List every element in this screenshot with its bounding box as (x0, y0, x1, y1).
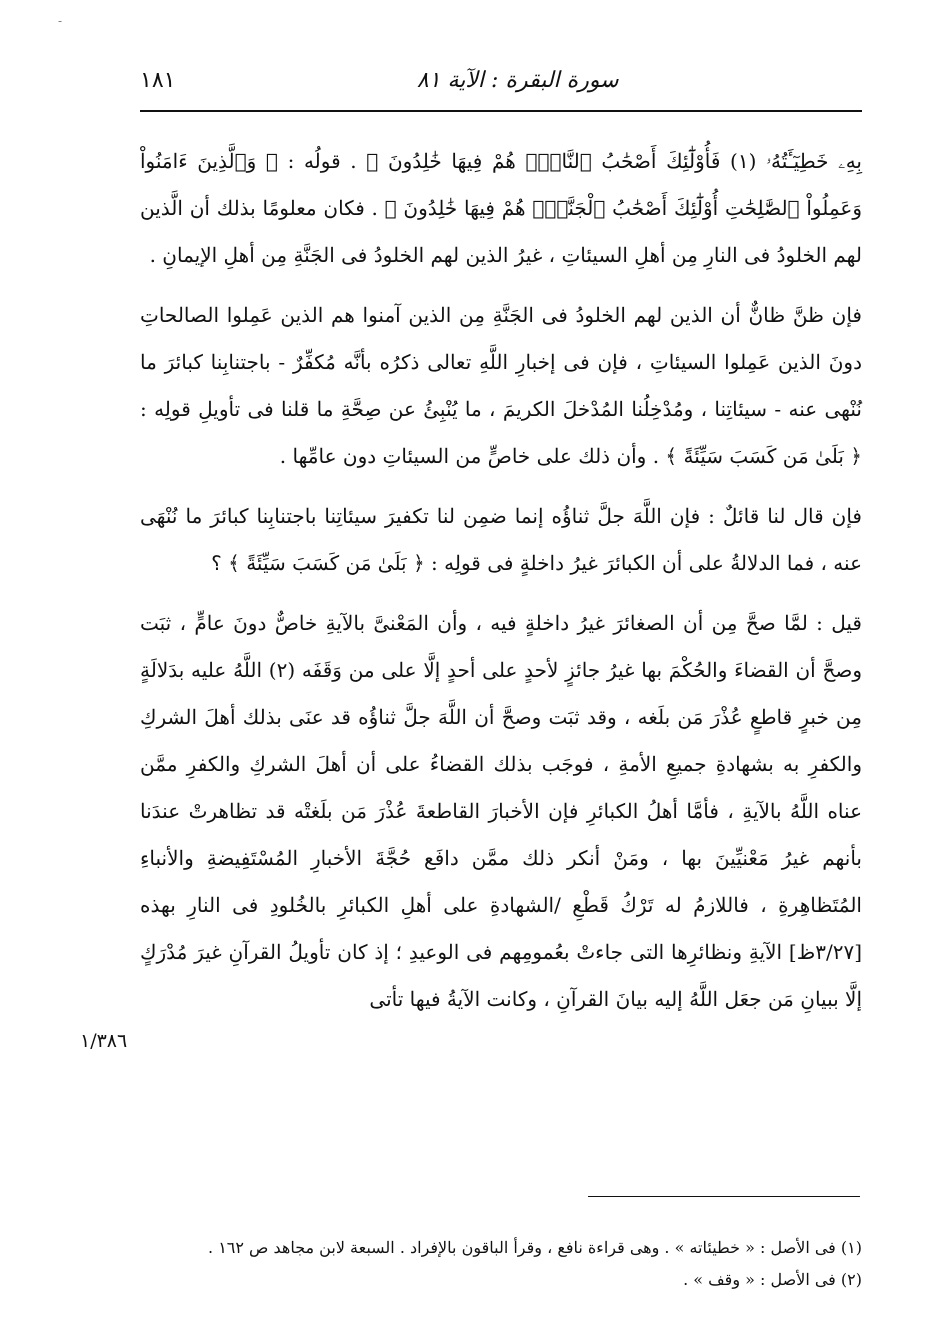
paragraph-4: قيل : لمَّا صحَّ مِن أن الصغائرَ غيرُ داخلةٍ فيه ، وأن المَعْنىَّ بالآيةِ خاصٌّ دونَ عامٍّ ، ثبَت وصحَّ أن القضاءَ والحُكْمَ بها غيرُ جائزٍ لأحدٍ على أحدٍ إلَّا على من وَقَفَه (٢) اللَّهُ عليه بدَلالَةٍ مِن خبرٍ قاطعٍ عُذْرَ مَن بلَغه ، وقد ثبَت وصحَّ أن اللَّهَ جلَّ ثناؤُه قد عنَى بذلك أهلَ الشركِ والكفرِ به بشهادةِ جميعِ الأمةِ ، فوجَب بذلك القضاءُ على أن أهلَ الشركِ والكفرِ ممَّن عناه اللَّهُ بالآيةِ ، فأمَّا أهلُ الكبائرِ فإن الأخبارَ القاطعةَ عُذْرَ مَن بلَغتْه قد تظاهرتْ عندَنا بأنهم غيرُ مَعْنيِّينَ بها ، ومَنْ أنكر ذلك ممَّن دافَع حُجَّةَ الأخبارِ المُسْتَفِيضةِ والأنباءِ المُتَظاهِرةِ ، فاللازمُ له تَرْكُ قَطْعِ /الشهادةِ على أهلِ الكبائرِ بالخُلودِ فى النارِ بهذه [٣/٢٧ظ] الآيةِ ونظائرِها التى جاءتْ بعُمومِهم فى الوعيدِ ؛ إذ كان تأويلُ القرآنِ غيرَ مُدْرَكٍ إلَّا ببيانِ مَن جعَل اللَّهُ إليه بيانَ القرآنِ ، وكانت الآيةُ فيها تأتى (140, 611, 862, 1011)
paragraph-2: فإن ظنَّ ظانٌّ أن الذين لهم الخلودُ فى الجَنَّةِ مِن الذين آمنوا هم الذين عَمِلوا الصالحاتِ دونَ الذين عَمِلوا السيئاتِ ، فإن فى إخبارِ اللَّهِ تعالى ذكرُه بأنَّه مُكفِّرٌ - باجتنابِنا كبائرَ ما نُنْهى عنه - سيئاتِنا ، ومُدْخِلُنا المُدْخلَ الكريمَ ، ما يُنْبِئُ عن صِحَّةِ ما قلنا فى تأويلِ قولِه : ﴿ بَلَىٰ مَن كَسَبَ سَيِّئَةً ﴾ . وأن ذلك على خاصٍّ من السيئاتِ دون عامِّها . (140, 303, 862, 468)
page-number: ١٨١ (140, 67, 176, 93)
header-title: سورة البقرة : الآية ٨١ (416, 67, 619, 93)
body-text (140, 138, 862, 1036)
header-rule (140, 110, 862, 112)
corner-mark: - (58, 14, 63, 28)
paragraph-1: بِهِۦ خَطِيٓـَٔتُهُۥ (١) فَأُوْلَٰٓئِكَ أَصْحَٰبُ ٱلنَّارِۖ هُمْ فِيهَا خَٰلِدُونَ ﴾ . قولُه : ﴿ وَٱلَّذِينَ ءَامَنُواْ وَعَمِلُواْ ٱلصَّٰلِحَٰتِ أُوْلَٰٓئِكَ أَصْحَٰبُ ٱلْجَنَّةِۖ هُمْ فِيهَا خَٰلِدُونَ ﴾ . فكان معلومًا بذلك أن الَّذين لهم الخلودُ فى النارِ مِن أهلِ السيئاتِ ، غيرُ الذين لهم الخلودُ فى الجَنَّةِ مِن أهلِ الإيمانِ . (140, 149, 862, 267)
footnote-1: (١) فى الأصل : « خطيئاته » . وهى قراءة نافع ، وقرأ الباقون بالإفراد . السبعة لابن مجاهد ص ١٦٢ . (208, 1238, 862, 1257)
paragraph-3: فإن قال لنا قائلٌ : فإن اللَّهَ جلَّ ثناؤُه إنما ضمِن لنا تكفيرَ سيئاتِنا باجتنابِنا كبائرَ ما نُنْهَى عنه ، فما الدلالةُ على أن الكبائرَ غيرُ داخلةٍ فى قولِه : ﴿ بَلَىٰ مَن كَسَبَ سَيِّئَةً ﴾ ؟ (140, 504, 862, 575)
footnote-2: (٢) فى الأصل : « وقف » . (683, 1270, 862, 1289)
margin-reference: ١/٣٨٦ (80, 1030, 128, 1052)
footnote-rule (588, 1196, 860, 1197)
footnotes (140, 1232, 862, 1296)
running-header (140, 60, 860, 100)
